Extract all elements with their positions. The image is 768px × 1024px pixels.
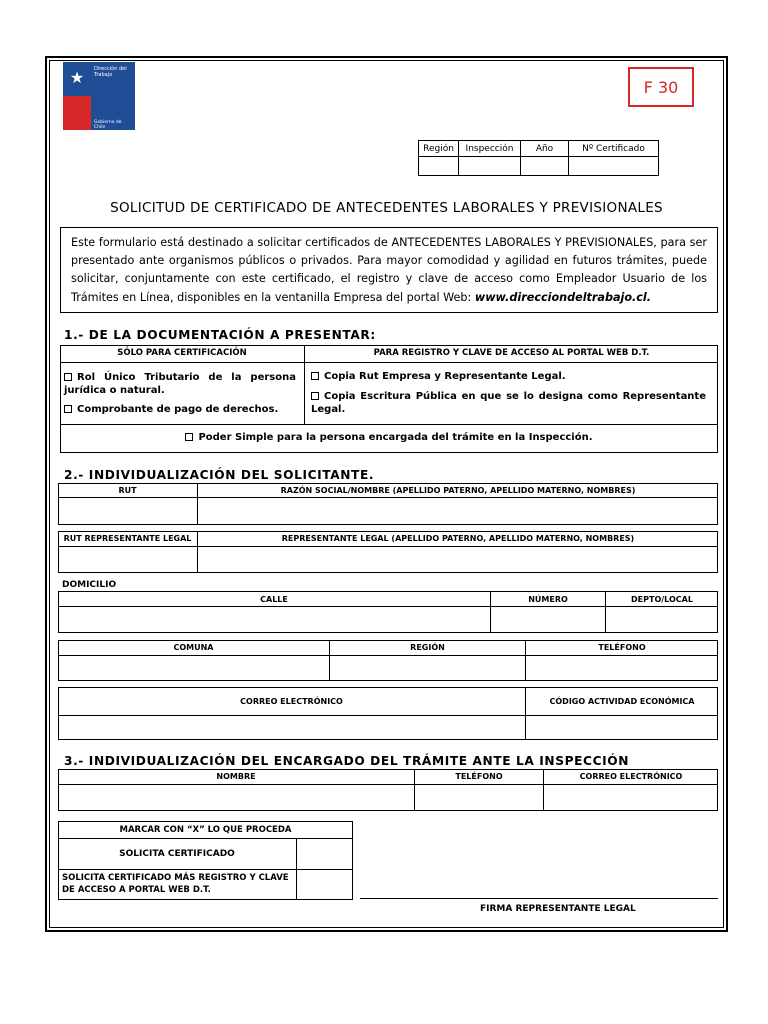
cert-field-region[interactable]	[419, 157, 459, 176]
input-codigo-actividad[interactable]	[526, 716, 717, 739]
input-region[interactable]	[330, 656, 524, 680]
label-correo: CORREO ELECTRÓNICO	[240, 697, 343, 706]
mark-header: MARCAR CON “X” LO QUE PROCEDA	[119, 825, 292, 835]
cert-field-numero[interactable]	[569, 157, 659, 176]
doc-item-copia-rut[interactable]: Copia Rut Empresa y Representante Legal.	[311, 371, 706, 382]
input-correo[interactable]	[59, 716, 524, 739]
checkbox-icon	[185, 433, 193, 441]
input-telefono[interactable]	[526, 656, 717, 680]
gobierno-logo	[63, 62, 135, 130]
doc-item-rut[interactable]: Rol Único Tributario de la persona jurídica o natural.	[64, 372, 296, 396]
label-depto: DEPTO/LOCAL	[631, 595, 693, 604]
label-calle: CALLE	[260, 595, 288, 604]
star-icon: ★	[69, 68, 85, 87]
cert-field-inspeccion[interactable]	[459, 157, 521, 176]
input-rut[interactable]	[59, 498, 196, 524]
form-title: SOLICITUD DE CERTIFICADO DE ANTECEDENTES LABORALES Y PREVISIONALES	[110, 200, 663, 216]
mark-cell-certificado[interactable]	[297, 839, 352, 868]
input-numero[interactable]	[491, 607, 604, 632]
label-telefono: TELÉFONO	[598, 643, 646, 652]
label-rut-rep: RUT REPRESENTANTE LEGAL	[63, 534, 192, 543]
label-telefono-encargado: TELÉFONO	[455, 772, 503, 781]
label-region: REGIÓN	[410, 643, 445, 652]
certificate-table	[418, 140, 659, 176]
label-correo-encargado: CORREO ELECTRÓNICO	[579, 772, 683, 781]
mark-cell-registro[interactable]	[297, 870, 352, 899]
form-code: F 30	[628, 67, 694, 107]
label-comuna: COMUNA	[173, 643, 214, 652]
cert-header-inspeccion: Inspección	[459, 141, 521, 157]
option-solicita-registro: SOLICITA CERTIFICADO MÁS REGISTRO Y CLAVE DE ACCESO A PORTAL WEB D.T.	[62, 873, 289, 895]
input-razon-social[interactable]	[198, 498, 717, 524]
col-registro-clave: PARA REGISTRO Y CLAVE DE ACCESO AL PORTAL WEB D.T.	[373, 348, 650, 358]
cert-field-ano[interactable]	[521, 157, 569, 176]
input-calle[interactable]	[59, 607, 489, 632]
label-nombre-encargado: NOMBRE	[216, 772, 256, 781]
option-solicita-certificado: SOLICITA CERTIFICADO	[119, 849, 235, 859]
doc-item-comprobante[interactable]: Comprobante de pago de derechos.	[64, 404, 296, 415]
checkbox-icon	[311, 372, 319, 380]
input-telefono-encargado[interactable]	[415, 785, 542, 810]
input-nombre-encargado[interactable]	[59, 785, 413, 810]
section1-title: 1.- DE LA DOCUMENTACIÓN A PRESENTAR:	[64, 328, 376, 342]
label-rep-legal: REPRESENTANTE LEGAL (APELLIDO PATERNO, APELLIDO MATERNO, NOMBRES)	[281, 534, 635, 543]
doc-item-escritura[interactable]: Copia Escritura Pública en que se lo designa como Representante Legal.	[311, 391, 706, 415]
intro-text: Este formulario está destinado a solicitar certificados de ANTECEDENTES LABORALES Y PREVISIONALES, para ser presentado ante organismos públicos o privados. Para mayor comodidad y agilidad en futuros trámites, puede solicitar, conjuntamente con este certificado, el registro y clave de acceso como Empleador Usuario de los Trámites en Línea, disponibles en la ventanilla Empresa del portal Web:	[71, 236, 707, 304]
input-depto[interactable]	[606, 607, 717, 632]
logo-government: Gobierno de Chile	[94, 120, 122, 130]
doc-item-poder[interactable]: Poder Simple para la persona encargada del trámite en la Inspección.	[60, 432, 718, 443]
portal-url[interactable]: www.direcciondeltrabajo.cl.	[474, 290, 651, 304]
label-codigo-actividad: CÓDIGO ACTIVIDAD ECONÓMICA	[549, 697, 695, 706]
label-numero: NÚMERO	[528, 595, 568, 604]
input-comuna[interactable]	[59, 656, 328, 680]
cert-header-region: Región	[419, 141, 459, 157]
checkbox-icon	[311, 392, 319, 400]
label-domicilio: DOMICILIO	[62, 580, 117, 590]
signature-line	[360, 898, 718, 899]
cert-header-ano: Año	[521, 141, 569, 157]
col-solo-certificacion: SÓLO PARA CERTIFICACIÓN	[117, 348, 247, 358]
label-razon-social: RAZÓN SOCIAL/NOMBRE (APELLIDO PATERNO, APELLIDO MATERNO, NOMBRES)	[280, 486, 636, 495]
label-rut: RUT	[118, 486, 137, 495]
checkbox-icon	[64, 373, 72, 381]
section2-title: 2.- INDIVIDUALIZACIÓN DEL SOLICITANTE.	[64, 468, 375, 482]
input-rep-legal[interactable]	[198, 547, 717, 572]
cert-header-numero: Nº Certificado	[569, 141, 659, 157]
intro-paragraph	[60, 227, 718, 313]
input-rut-rep[interactable]	[59, 547, 196, 572]
signature-label: FIRMA REPRESENTANTE LEGAL	[480, 904, 636, 914]
checkbox-icon	[64, 405, 72, 413]
input-correo-encargado[interactable]	[544, 785, 717, 810]
logo-agency: Dirección del Trabajo	[94, 66, 127, 78]
section3-title: 3.- INDIVIDUALIZACIÓN DEL ENCARGADO DEL TRÁMITE ANTE LA INSPECCIÓN	[64, 754, 630, 768]
